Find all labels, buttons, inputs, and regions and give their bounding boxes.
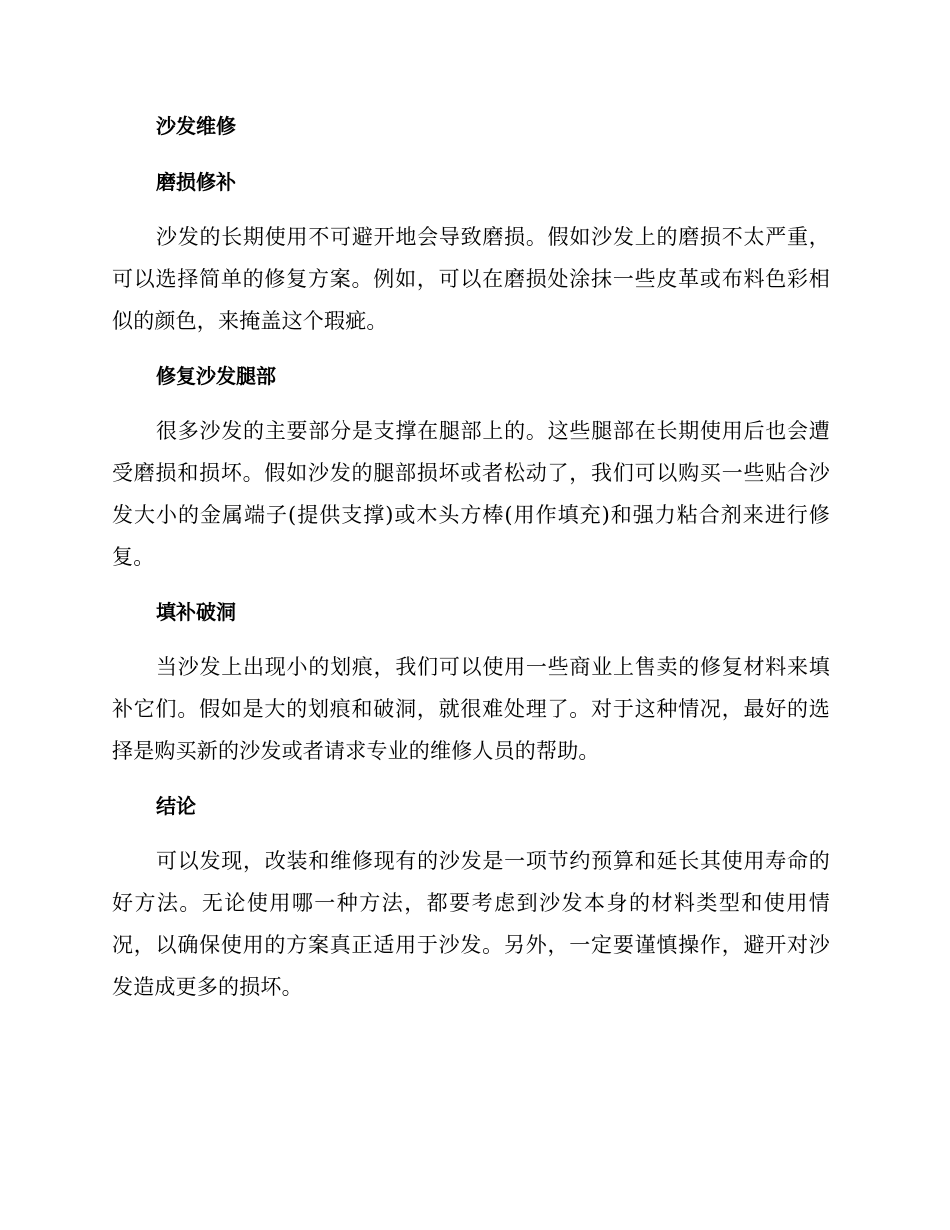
section-heading-conclusion: 结论 (156, 794, 196, 818)
section-heading-hole-patch: 填补破洞 (156, 600, 236, 624)
section-body-hole-patch: 当沙发上出现小的划痕，我们可以使用一些商业上售卖的修复材料来填补它们。假如是大的划痕和破洞，就很难处理了。对于这种情况，最好的选择是购买新的沙发或者请求专业的维修人员的帮助。 (112, 655, 830, 763)
section-body-wear-repair: 沙发的长期使用不可避开地会导致磨损。假如沙发上的磨损不太严重，可以选择简单的修复方案。例如，可以在磨损处涂抹一些皮革或布料色彩相似的颜色，来掩盖这个瑕疵。 (112, 225, 830, 333)
document-page (112, 104, 830, 1020)
section-body-leg-repair: 很多沙发的主要部分是支撑在腿部上的。这些腿部在长期使用后也会遭受磨损和损坏。假如沙发的腿部损坏或者松动了，我们可以购买一些贴合沙发大小的金属端子(提供支撑)或木头方棒(用作填充)和强力粘合剂来进行修复。 (112, 419, 830, 569)
section-heading-wear-repair: 磨损修补 (156, 170, 236, 194)
document-title: 沙发维修 (156, 114, 236, 138)
section-body-conclusion: 可以发现，改装和维修现有的沙发是一项节约预算和延长其使用寿命的好方法。无论使用哪一种方法，都要考虑到沙发本身的材料类型和使用情况，以确保使用的方案真正适用于沙发。另外，一定要谨慎操作，避开对沙发造成更多的损坏。 (112, 849, 830, 999)
section-heading-leg-repair: 修复沙发腿部 (156, 364, 276, 388)
